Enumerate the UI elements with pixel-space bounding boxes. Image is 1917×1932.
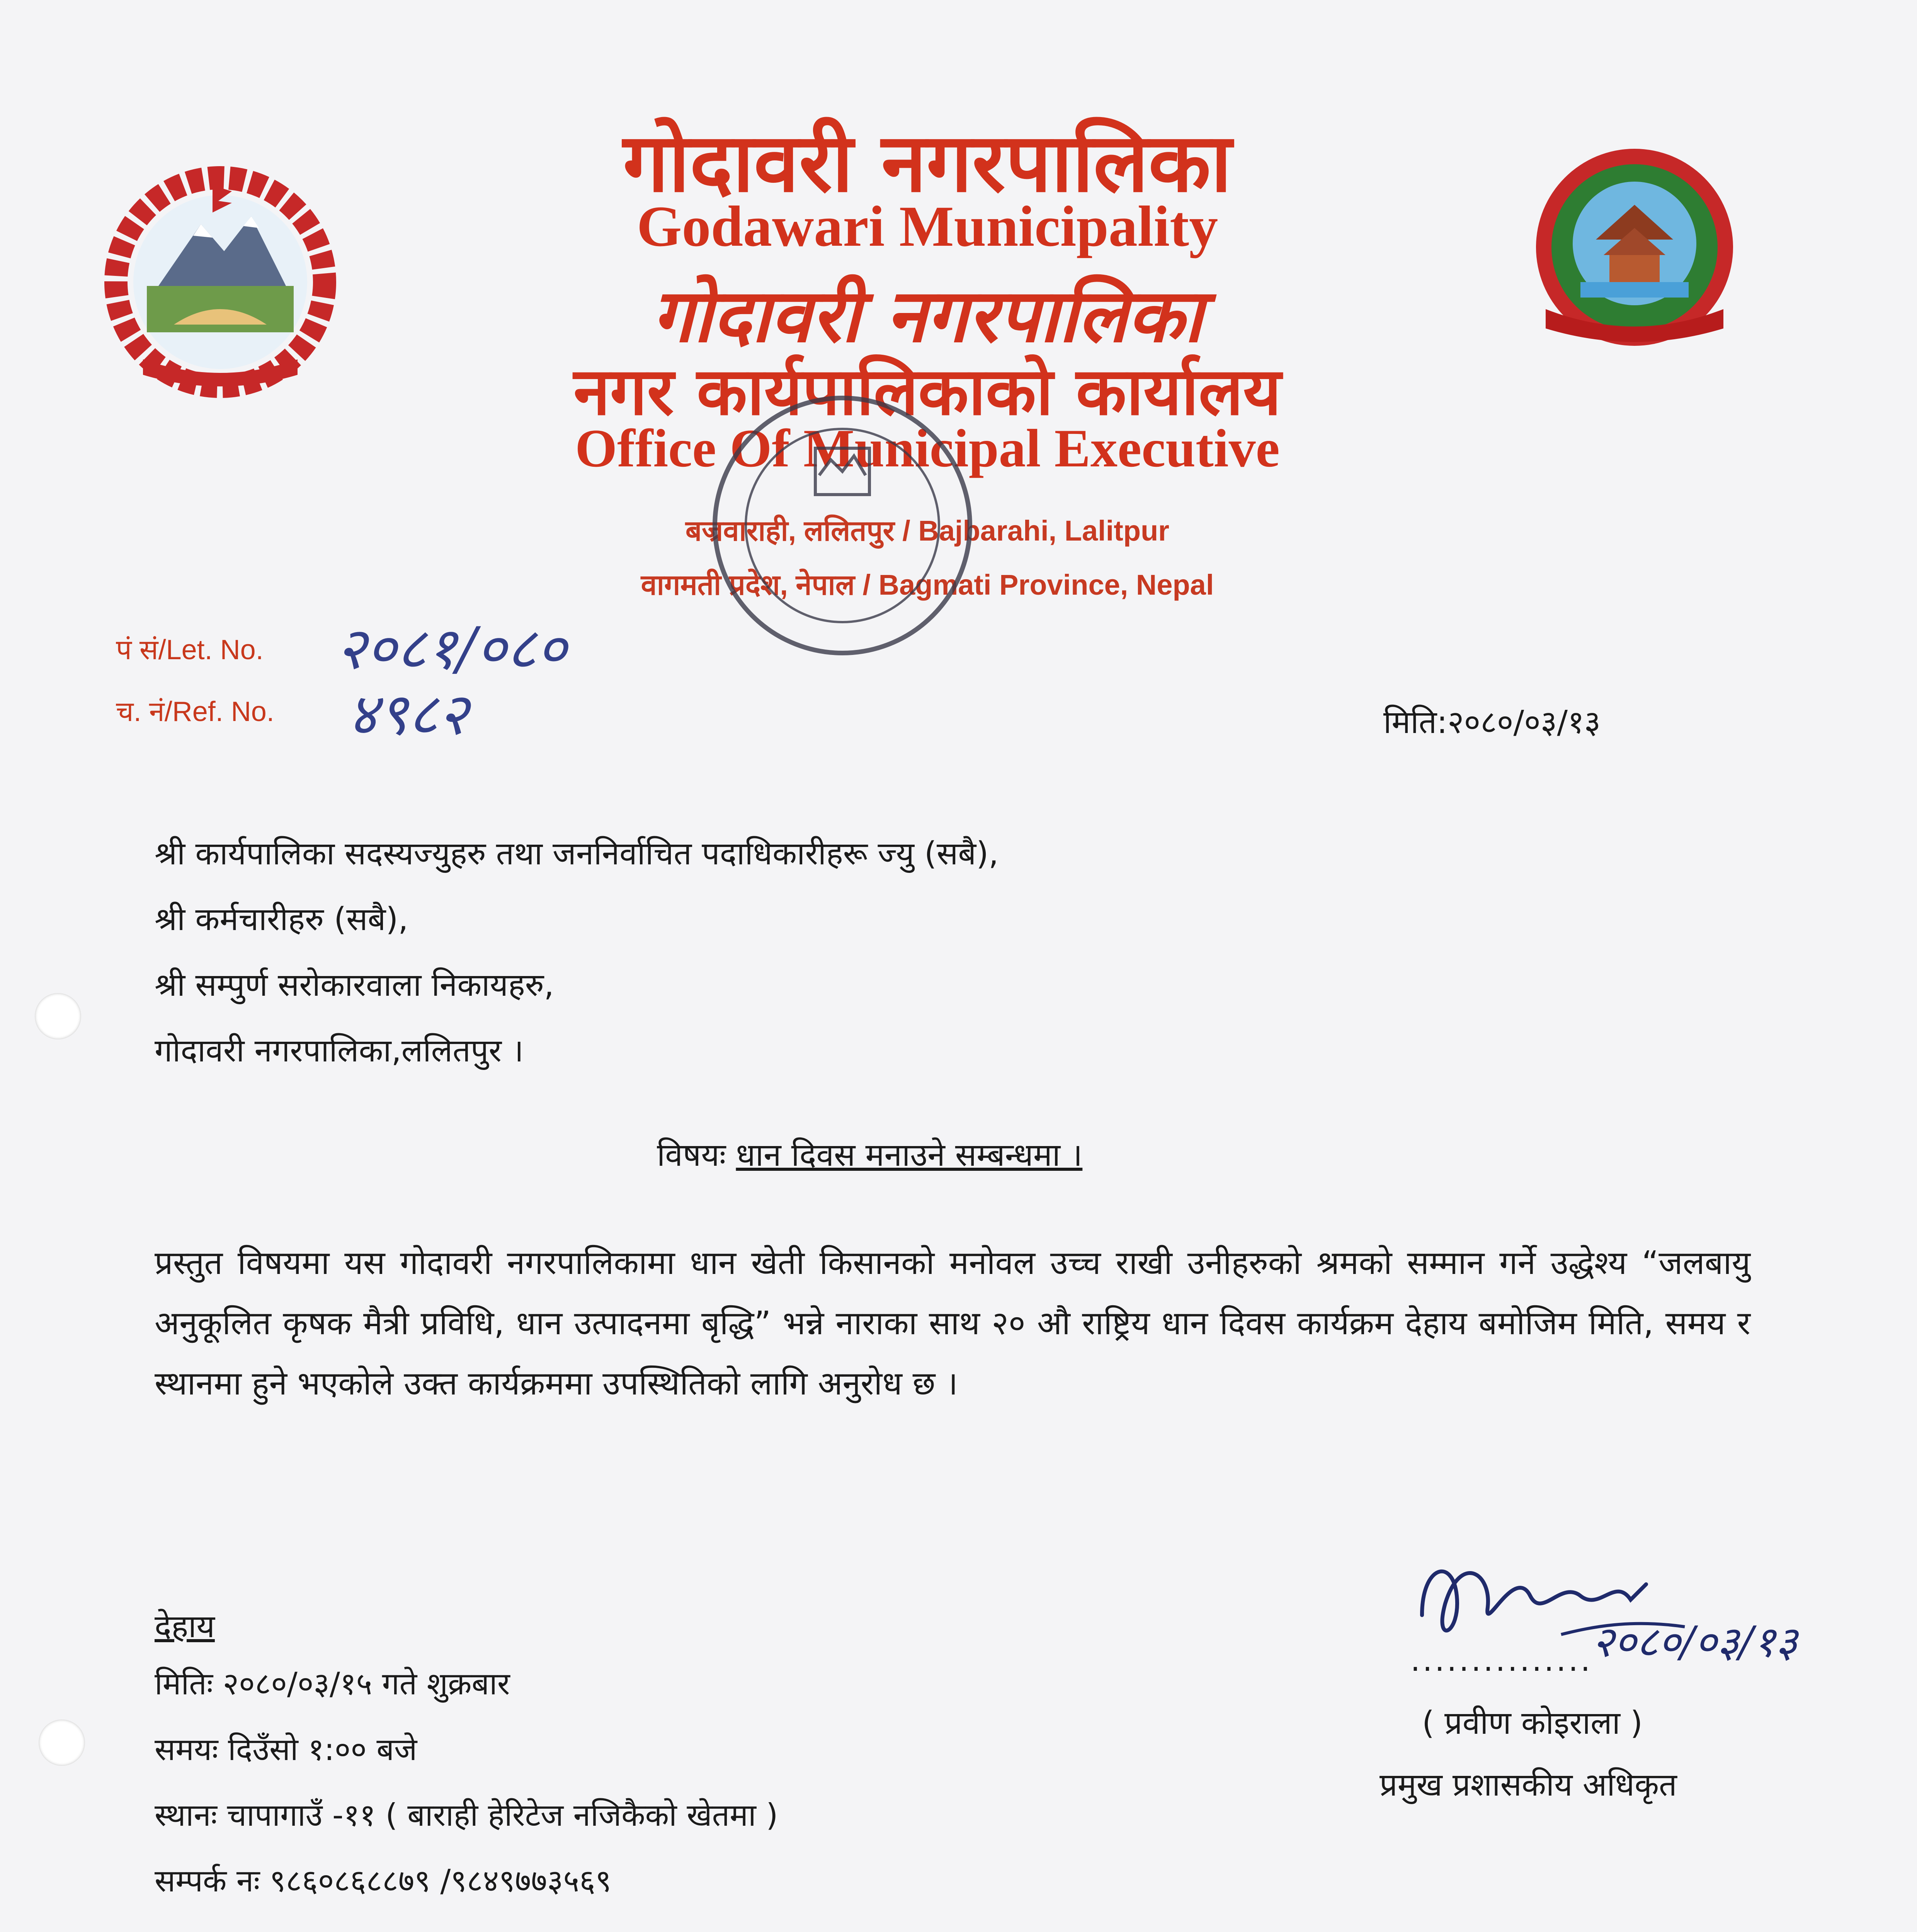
event-contact: सम्पर्क नः ९८६०८६८८७९ /९८४९७७३५६९	[155, 1863, 612, 1899]
letter-number-label: पं सं/Let. No.	[116, 634, 264, 665]
addressee-line: श्री कार्यपालिका सदस्यज्युहरु तथा जननिर्वाचित पदाधिकारीहरू ज्यु (सबै),	[155, 835, 999, 872]
event-date: मितिः २०८०/०३/१५ गते शुक्रबार	[155, 1666, 510, 1702]
address-line-1: बज्रवाराही, ललितपुर / Bajbarahi, Lalitpur	[685, 515, 1170, 547]
office-name-english: Office Of Municipal Executive	[575, 418, 1280, 478]
letter-number-value: २०८१/०८०	[336, 615, 567, 682]
subject-line	[657, 1132, 1082, 1175]
subject-label: विषयः	[657, 1137, 726, 1173]
godawari-municipality-logo	[1515, 139, 1754, 355]
municipality-name-english: Godawari Municipality	[636, 194, 1218, 259]
reference-number-value: ४९८२	[348, 681, 469, 748]
details-heading: देहाय	[155, 1608, 215, 1645]
addressee-line: गोदावरी नगरपालिका,ललितपुर ।	[155, 1032, 524, 1069]
event-place: स्थानः चापागाउँ -११ ( बाराही हेरिटेज नजिकैको खेतमा )	[155, 1797, 778, 1833]
address-line-2: वागमती प्रदेश, नेपाल / Bagmati Province, Nepal	[641, 569, 1214, 601]
signature-line: ...............	[1410, 1642, 1593, 1678]
letter-date: मिति:२०८०/०३/१३	[1383, 704, 1601, 741]
event-time: समयः दिउँसो १:०० बजे	[155, 1731, 417, 1767]
nepal-emblem-logo	[97, 158, 344, 398]
signatory-name: ( प्रवीण कोइराला )	[1422, 1705, 1643, 1742]
office-name-nepali: नगर कार्यपालिकाको कार्यालय	[573, 353, 1281, 430]
municipality-name-nepali: गोदावरी नगरपालिका	[623, 115, 1232, 210]
signatory-title: प्रमुख प्रशासकीय अधिकृत	[1379, 1767, 1677, 1803]
punch-hole	[39, 1719, 85, 1766]
subject-text: धान दिवस मनाउने सम्बन्धमा ।	[736, 1137, 1083, 1173]
signature-date: २०८०/०३/१३	[1592, 1617, 1798, 1667]
punch-hole	[35, 993, 81, 1039]
municipality-name-newari: गोदावरी नगरपालिका	[652, 272, 1203, 359]
body-paragraph: प्रस्तुत विषयमा यस गोदावरी नगरपालिकामा धान खेती किसानको मनोवल उच्च राखी उनीहरुको श्रमको सम्मान गर्ने उद्धेश्य “जलबायु अनुकूलित कृषक मैत्री प्रविधि, धान उत्पादनमा बृद्धि” भन्ने नाराका साथ २० औ राष्ट्रिय धान दिवस कार्यक्रम देहाय बमोजिम मिति, समय र स्थानमा हुने भएकोले उक्त कार्यक्रममा उपस्थितिको लागि अनुरोध छ ।	[155, 1244, 1750, 1402]
office-seal-stamp	[703, 386, 981, 665]
addressee-line: श्री सम्पुर्ण सरोकारवाला निकायहरु,	[155, 967, 554, 1003]
addressee-line: श्री कर्मचारीहरु (सबै),	[155, 901, 408, 938]
reference-number-label: च. नं/Ref. No.	[116, 696, 274, 727]
